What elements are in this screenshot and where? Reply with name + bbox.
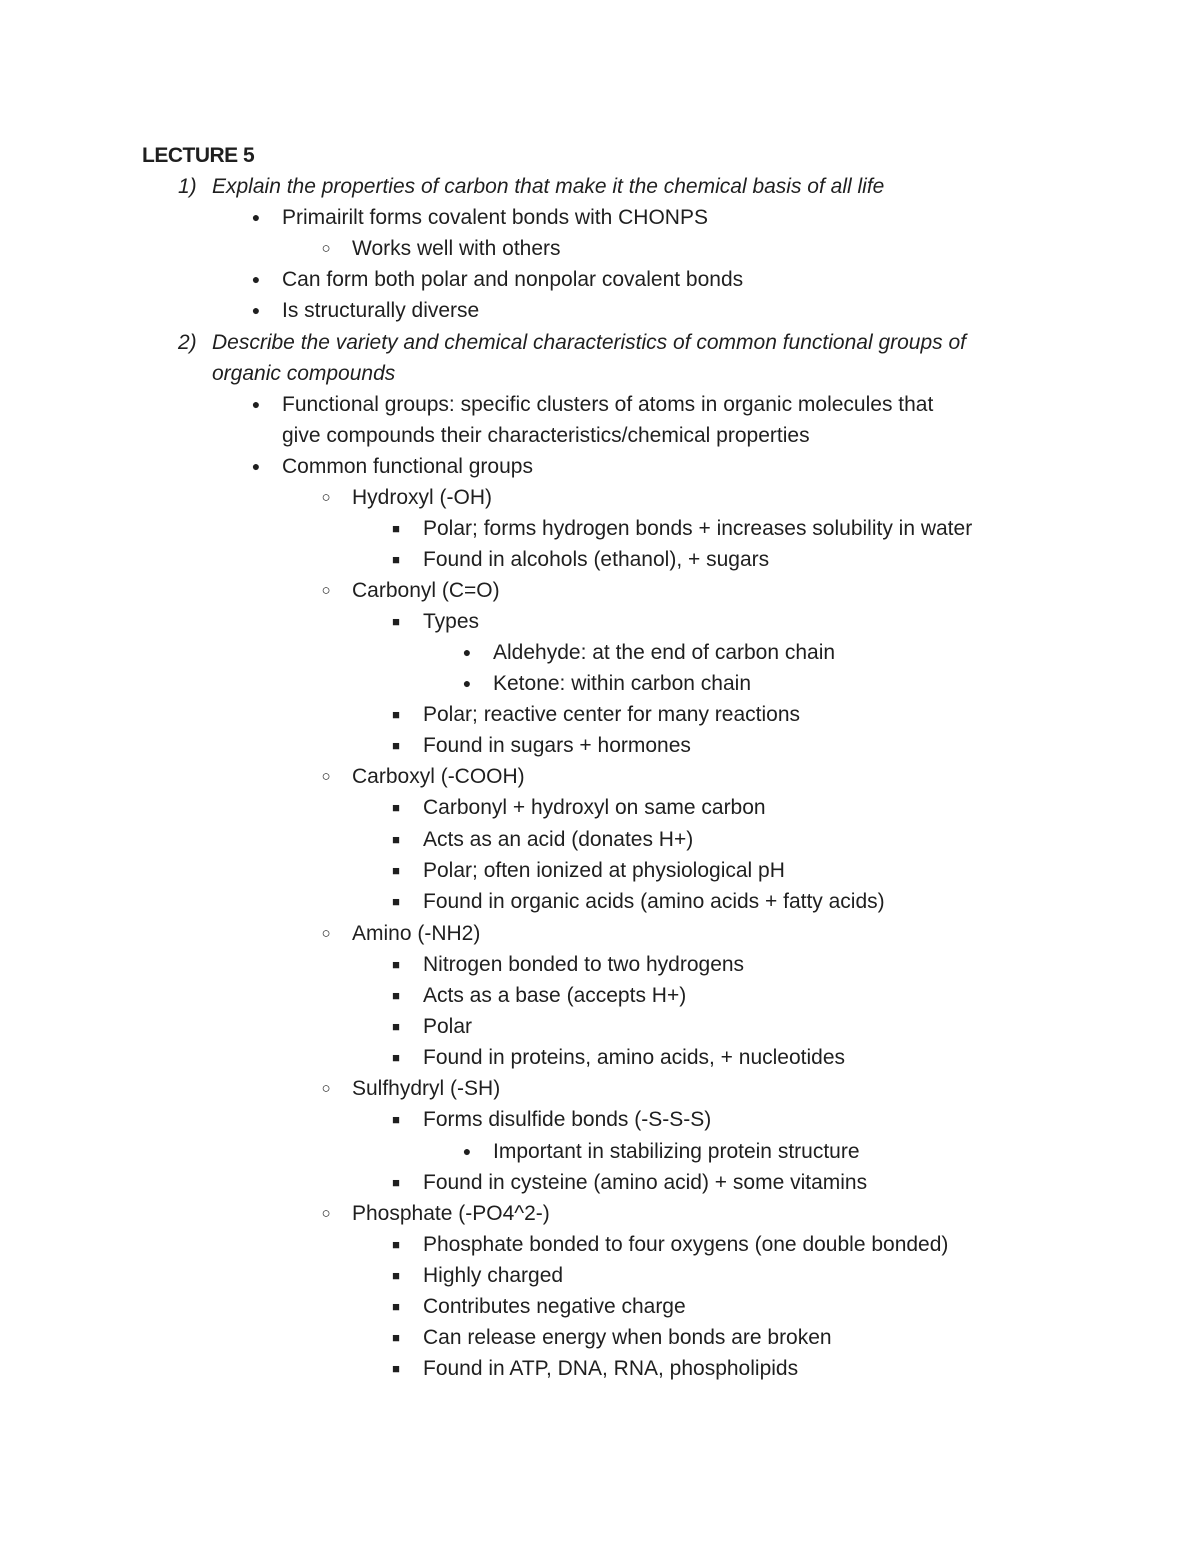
question-number: 1) — [178, 175, 197, 198]
bullet-square-icon: ■ — [392, 1019, 400, 1034]
list-item: Types — [423, 610, 480, 633]
bullet-circle-icon: ○ — [321, 489, 331, 506]
bullet-circle-icon: ○ — [321, 582, 331, 599]
list-item: Can release energy when bonds are broken — [423, 1326, 832, 1349]
bullet-disc-icon: ● — [251, 271, 261, 287]
list-item: Functional groups: specific clusters of atoms in organic molecules that — [282, 393, 934, 416]
list-item: Amino (-NH2) — [352, 922, 481, 945]
list-item: Found in alcohols (ethanol), + sugars — [423, 548, 770, 571]
list-item: Highly charged — [423, 1264, 564, 1287]
lecture-title: LECTURE 5 — [142, 144, 255, 167]
list-item: Sulfhydryl (-SH) — [352, 1077, 501, 1100]
list-item: Polar — [423, 1015, 473, 1038]
bullet-square-icon: ■ — [392, 800, 400, 815]
question-text-continued: organic compounds — [212, 362, 396, 385]
list-item: Common functional groups — [282, 455, 533, 478]
bullet-square-icon: ■ — [392, 521, 400, 536]
bullet-square-icon: ■ — [392, 957, 400, 972]
list-item: Found in sugars + hormones — [423, 734, 691, 757]
bullet-square-icon: ■ — [392, 738, 400, 753]
bullet-circle-icon: ○ — [321, 1080, 331, 1097]
bullet-square-icon: ■ — [392, 707, 400, 722]
bullet-disc-icon: ● — [251, 302, 261, 318]
bullet-square-icon: ■ — [392, 1175, 400, 1190]
bullet-square-icon: ■ — [392, 1050, 400, 1065]
bullet-square-icon: ■ — [392, 614, 400, 629]
bullet-circle-icon: ○ — [321, 240, 331, 257]
bullet-disc-icon: ● — [462, 675, 472, 691]
list-item: Ketone: within carbon chain — [493, 672, 751, 695]
list-item-continued: give compounds their characteristics/chemical properties — [282, 424, 810, 447]
bullet-circle-icon: ○ — [321, 925, 331, 942]
list-item: Carbonyl (C=O) — [352, 579, 500, 602]
bullet-square-icon: ■ — [392, 1237, 400, 1252]
bullet-disc-icon: ● — [462, 1143, 472, 1159]
bullet-square-icon: ■ — [392, 832, 400, 847]
bullet-square-icon: ■ — [392, 1330, 400, 1345]
list-item: Acts as an acid (donates H+) — [423, 828, 694, 851]
bullet-square-icon: ■ — [392, 1361, 400, 1376]
list-item: Forms disulfide bonds (-S-S-S) — [423, 1108, 712, 1131]
list-item: Primairilt forms covalent bonds with CHONPS — [282, 206, 708, 229]
list-item: Found in ATP, DNA, RNA, phospholipids — [423, 1357, 799, 1380]
bullet-square-icon: ■ — [392, 863, 400, 878]
bullet-circle-icon: ○ — [321, 1205, 331, 1222]
list-item: Polar; reactive center for many reactions — [423, 703, 800, 726]
list-item: Nitrogen bonded to two hydrogens — [423, 953, 745, 976]
list-item: Found in cysteine (amino acid) + some vitamins — [423, 1171, 868, 1194]
bullet-square-icon: ■ — [392, 552, 400, 567]
list-item: Is structurally diverse — [282, 299, 480, 322]
list-item: Phosphate bonded to four oxygens (one double bonded) — [423, 1233, 949, 1256]
list-item: Phosphate (-PO4^2-) — [352, 1202, 550, 1225]
bullet-circle-icon: ○ — [321, 768, 331, 785]
list-item: Works well with others — [352, 237, 561, 260]
list-item: Polar; often ionized at physiological pH — [423, 859, 785, 882]
bullet-disc-icon: ● — [251, 209, 261, 225]
question-text: Explain the properties of carbon that make it the chemical basis of all life — [212, 175, 885, 198]
list-item: Hydroxyl (-OH) — [352, 486, 492, 509]
bullet-square-icon: ■ — [392, 1112, 400, 1127]
bullet-disc-icon: ● — [462, 644, 472, 660]
list-item: Contributes negative charge — [423, 1295, 686, 1318]
bullet-square-icon: ■ — [392, 1299, 400, 1314]
list-item: Carboxyl (-COOH) — [352, 765, 525, 788]
question-number: 2) — [178, 331, 197, 354]
list-item: Polar; forms hydrogen bonds + increases solubility in water — [423, 517, 973, 540]
list-item: Found in proteins, amino acids, + nucleotides — [423, 1046, 845, 1069]
bullet-square-icon: ■ — [392, 988, 400, 1003]
bullet-disc-icon: ● — [251, 458, 261, 474]
list-item: Found in organic acids (amino acids + fatty acids) — [423, 890, 885, 913]
question-text: Describe the variety and chemical characteristics of common functional groups of — [212, 331, 967, 354]
list-item: Important in stabilizing protein structure — [493, 1140, 860, 1163]
bullet-square-icon: ■ — [392, 1268, 400, 1283]
list-item: Carbonyl + hydroxyl on same carbon — [423, 796, 766, 819]
list-item: Aldehyde: at the end of carbon chain — [493, 641, 836, 664]
bullet-disc-icon: ● — [251, 396, 261, 412]
list-item: Can form both polar and nonpolar covalent bonds — [282, 268, 744, 291]
bullet-square-icon: ■ — [392, 894, 400, 909]
list-item: Acts as a base (accepts H+) — [423, 984, 687, 1007]
